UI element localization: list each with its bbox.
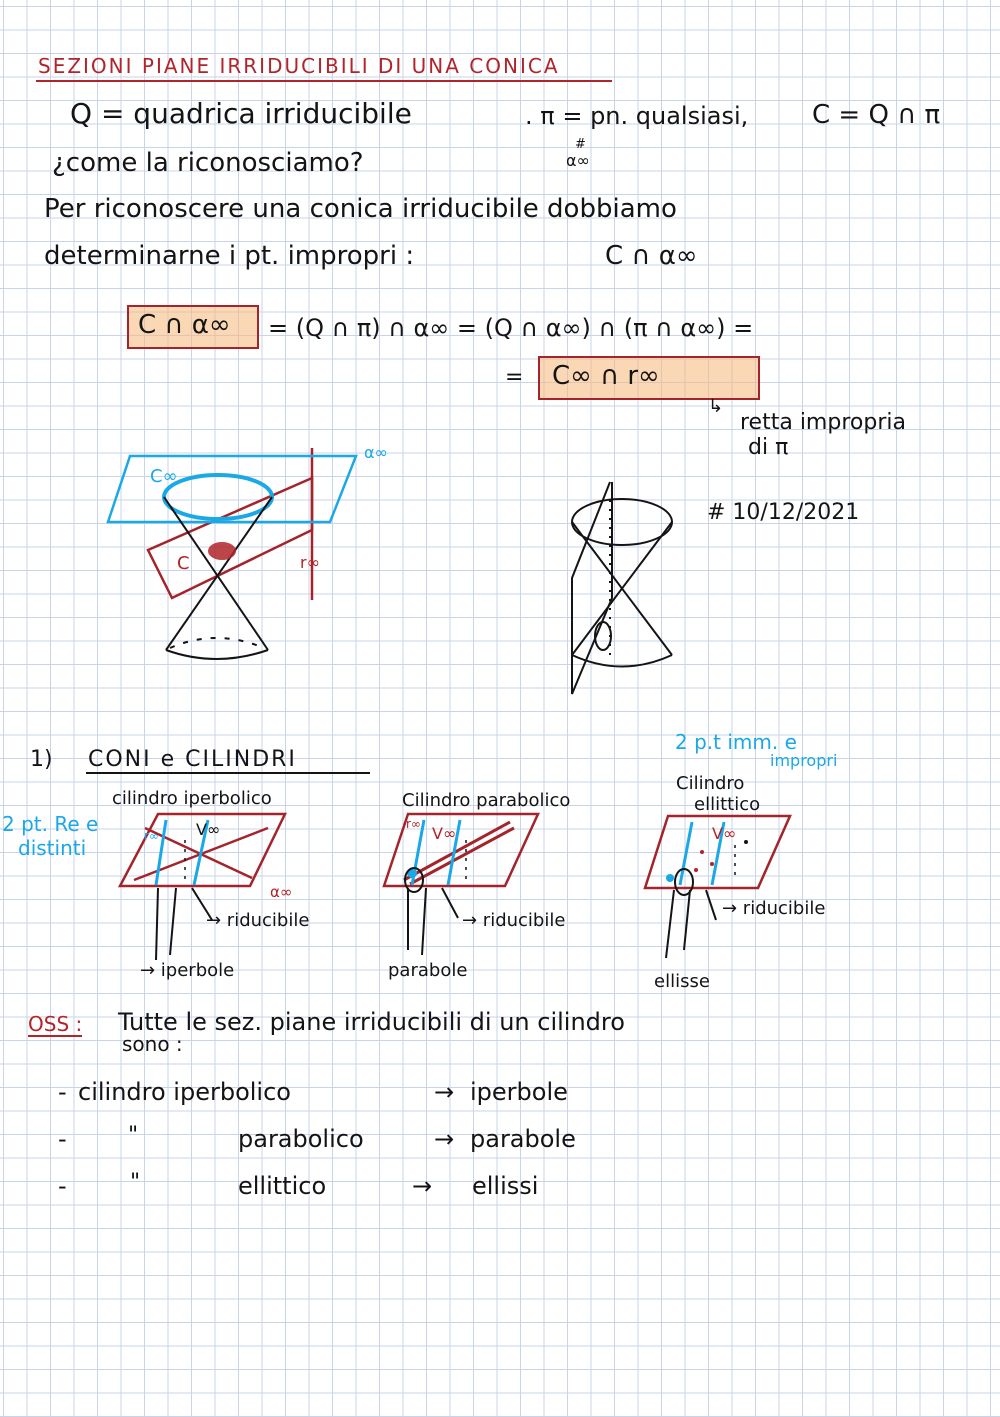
oss-item2-arrow: → bbox=[434, 1125, 455, 1153]
oss-item2-left: parabolico bbox=[238, 1125, 364, 1153]
section1-left-note-line2: distinti bbox=[18, 836, 87, 860]
cylinder3-v-label: V∞ bbox=[712, 824, 737, 843]
page-title: SEZIONI PIANE IRRIDUCIBILI DI UNA CONICA bbox=[38, 54, 560, 78]
formula-note-line2: di π bbox=[748, 435, 789, 460]
cylinder3-title-line2: ellittico bbox=[694, 794, 761, 815]
cylinder1-r-label: r∞ bbox=[144, 829, 159, 843]
formula-note-line1: retta impropria bbox=[740, 410, 906, 435]
oss-item1-arrow: → bbox=[434, 1078, 455, 1106]
oss-item2-right: parabole bbox=[470, 1125, 576, 1153]
formula-rhs2: C∞ ∩ r∞ bbox=[552, 361, 660, 391]
intro-c-definition: C = Q ∩ π bbox=[812, 100, 941, 130]
oss-line2: sono : bbox=[122, 1032, 183, 1056]
oss-item3-arrow: → bbox=[412, 1172, 433, 1200]
oss-item3-ditto: " bbox=[130, 1170, 141, 1195]
cylinder2-r-label: r∞ bbox=[406, 817, 421, 831]
intro-q-definition: Q = quadrica irriducibile bbox=[70, 97, 412, 130]
cylinder2-v-label: V∞ bbox=[432, 824, 457, 843]
cylinder3-reducible-label: → riducibile bbox=[722, 898, 826, 919]
alpha-note-hash: # bbox=[575, 137, 586, 152]
oss-item2-ditto: " bbox=[128, 1123, 139, 1148]
cylinder3-title-line1: Cilindro bbox=[676, 773, 745, 794]
formula-lhs: C ∩ α∞ bbox=[138, 310, 231, 340]
cylinder1-title: cilindro iperbolico bbox=[112, 788, 272, 809]
oss-item1-right: iperbole bbox=[470, 1078, 568, 1106]
cylinder1-section-label: → iperbole bbox=[140, 960, 235, 981]
cylinder1-reducible-label: → riducibile bbox=[206, 910, 310, 931]
fig1-c-label: C bbox=[177, 553, 190, 574]
cylinder1-v-label: V∞ bbox=[196, 820, 221, 839]
oss-item3-right: ellissi bbox=[472, 1172, 539, 1200]
cylinder2-reducible-label: → riducibile bbox=[462, 910, 566, 931]
fig1-r-inf-label: r∞ bbox=[300, 553, 320, 572]
intro-line4: determinarne i pt. impropri : bbox=[44, 241, 415, 271]
fig1-c-inf-label: C∞ bbox=[150, 466, 178, 487]
oss-item3-bullet: - bbox=[58, 1172, 67, 1200]
cylinder2-section-label: parabole bbox=[388, 960, 468, 981]
section1-title: CONI e CILINDRI bbox=[88, 747, 297, 772]
cylinder3-section-label: ellisse bbox=[654, 971, 710, 992]
formula-eq: = bbox=[505, 365, 524, 390]
oss-label: OSS : bbox=[28, 1012, 83, 1036]
date: # 10/12/2021 bbox=[707, 500, 860, 525]
intro-pi-definition: . π = pn. qualsiasi, bbox=[525, 102, 749, 130]
formula-rhs1: = (Q ∩ π) ∩ α∞ = (Q ∩ α∞) ∩ (π ∩ α∞) = bbox=[268, 314, 754, 342]
fig1-alpha-label: α∞ bbox=[364, 443, 388, 462]
cylinder1-alpha-label: α∞ bbox=[270, 883, 293, 901]
alpha-note: α∞ bbox=[566, 151, 590, 170]
cylinder2-title: Cilindro parabolico bbox=[402, 790, 571, 811]
oss-line1: Tutte le sez. piane irriducibili di un cilindro bbox=[118, 1008, 625, 1036]
oss-item3-left: ellittico bbox=[238, 1172, 327, 1200]
oss-item1-bullet: - bbox=[58, 1078, 67, 1106]
intro-line4-expr: C ∩ α∞ bbox=[605, 241, 698, 271]
intro-question: ¿come la riconosciamo? bbox=[52, 148, 364, 178]
intro-line3: Per riconoscere una conica irriducibile dobbiamo bbox=[44, 194, 677, 224]
section1-top-note-line1: 2 p.t imm. e bbox=[675, 730, 797, 754]
section1-top-note-line2: impropri bbox=[770, 751, 838, 770]
oss-item2-bullet: - bbox=[58, 1125, 67, 1153]
oss-item1-left: cilindro iperbolico bbox=[78, 1078, 291, 1106]
section1-number: 1) bbox=[30, 747, 53, 772]
formula-arrow: ↳ bbox=[708, 396, 724, 417]
section1-left-note-line1: 2 pt. Re e bbox=[2, 812, 99, 836]
